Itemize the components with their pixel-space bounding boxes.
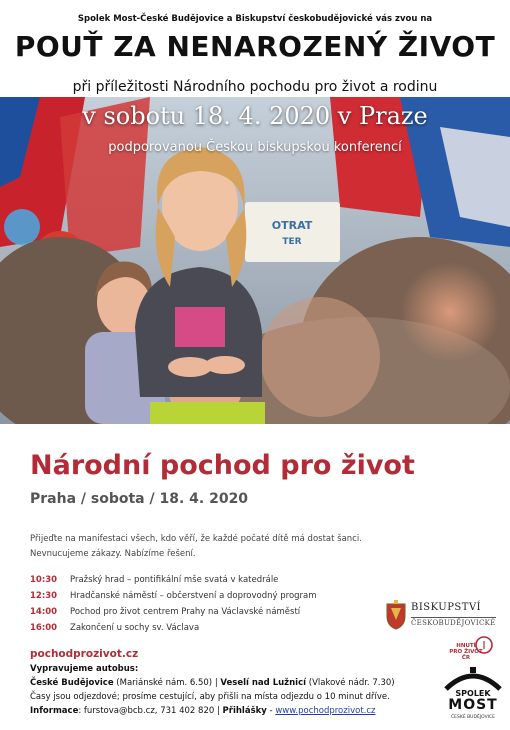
hnuti-text xyxy=(446,643,486,661)
organizer-line: Spolek Most-České Budějovice a Biskupství českobudějovické vás zvou na xyxy=(77,14,433,24)
bus-city: České Budějovice xyxy=(30,678,114,688)
schedule-text: Hradčanské náměstí – občerstvení a doprovodný program xyxy=(70,591,317,601)
signup-link[interactable]: www.pochodprozivot.cz xyxy=(275,706,376,716)
invitation-line: Přijeďte na manifestaci všech, kdo věří, že každé počaté dítě má dostat šanci. xyxy=(30,534,362,544)
bus-info xyxy=(30,662,450,718)
departure-note: Časy jsou odjezdové; prosíme cestující, aby přišli na místa odjezdu o 10 minut dříve. xyxy=(30,692,390,702)
bus-heading: Vypravujeme autobus: xyxy=(30,664,139,674)
diocese-logo xyxy=(385,600,505,634)
hnuti-line: ČR xyxy=(461,655,471,661)
contact-info: : furstova@bcb.cz, 731 402 820 | xyxy=(78,706,223,716)
invitation-text xyxy=(30,532,450,562)
schedule-item xyxy=(30,575,390,591)
info-label: Informace xyxy=(30,706,79,716)
header xyxy=(0,0,510,100)
diocese-name: BISKUPSTVÍ xyxy=(411,602,482,613)
event-subtitle: Praha / sobota / 18. 4. 2020 xyxy=(30,491,249,507)
spolek-most-logo xyxy=(440,665,506,727)
schedule-item xyxy=(30,623,390,639)
event-date-line: v sobotu 18. 4. 2020 v Praze xyxy=(82,102,428,130)
signup-separator: - xyxy=(266,706,276,716)
main-title: POUŤ ZA NENAROZENÝ ŽIVOT xyxy=(14,30,496,63)
crowd-photo xyxy=(0,97,510,424)
bus-city: Veselí nad Lužnicí xyxy=(220,678,307,688)
svg-text:TER: TER xyxy=(282,237,302,247)
occasion-line: při příležitosti Národního pochodu pro život a rodinu xyxy=(72,79,438,95)
schedule-item xyxy=(30,607,390,623)
spolek-subtitle: ČESKÉ BUDĚJOVICE xyxy=(451,715,495,720)
schedule-time: 12:30 xyxy=(30,591,58,601)
invitation-line: Nevnucujeme zákazy. Nabízíme řešení. xyxy=(30,549,196,559)
svg-text:OTRAT: OTRAT xyxy=(271,219,313,232)
schedule-time: 16:00 xyxy=(30,623,58,633)
spolek-word: SPOLEK xyxy=(455,689,491,698)
signup-label: Přihlášky xyxy=(222,706,267,716)
schedule-list xyxy=(30,575,390,639)
hnuti-line: PRO ŽIVOT xyxy=(449,649,483,655)
bus-stop: (Mariánské nám. 6.50) | xyxy=(113,678,221,688)
diocese-subtitle: ČESKOBUDĚJOVICKÉ xyxy=(411,619,496,627)
bus-stop: (Vlakové nádr. 7.30) xyxy=(306,678,395,688)
schedule-item xyxy=(30,591,390,607)
schedule-time: 14:00 xyxy=(30,607,58,617)
website-link[interactable]: pochodprozivot.cz xyxy=(30,648,139,660)
hnuti-pro-zivot-logo xyxy=(446,635,496,663)
hnuti-line: HNUTÍ xyxy=(456,643,476,649)
schedule-text: Pochod pro život centrem Prahy na Václavské náměstí xyxy=(70,607,301,617)
endorsement-line: podporovanou Českou biskupskou konferencí xyxy=(108,140,402,155)
most-word: MOST xyxy=(448,697,498,713)
bridge-icon xyxy=(440,665,506,691)
event-title: Národní pochod pro život xyxy=(30,450,415,481)
schedule-time: 10:30 xyxy=(30,575,58,585)
coat-of-arms-icon xyxy=(385,600,407,630)
schedule-text: Zakončení u sochy sv. Václava xyxy=(70,623,200,633)
schedule-text: Pražský hrad – pontifikální mše svatá v katedrále xyxy=(70,575,279,585)
